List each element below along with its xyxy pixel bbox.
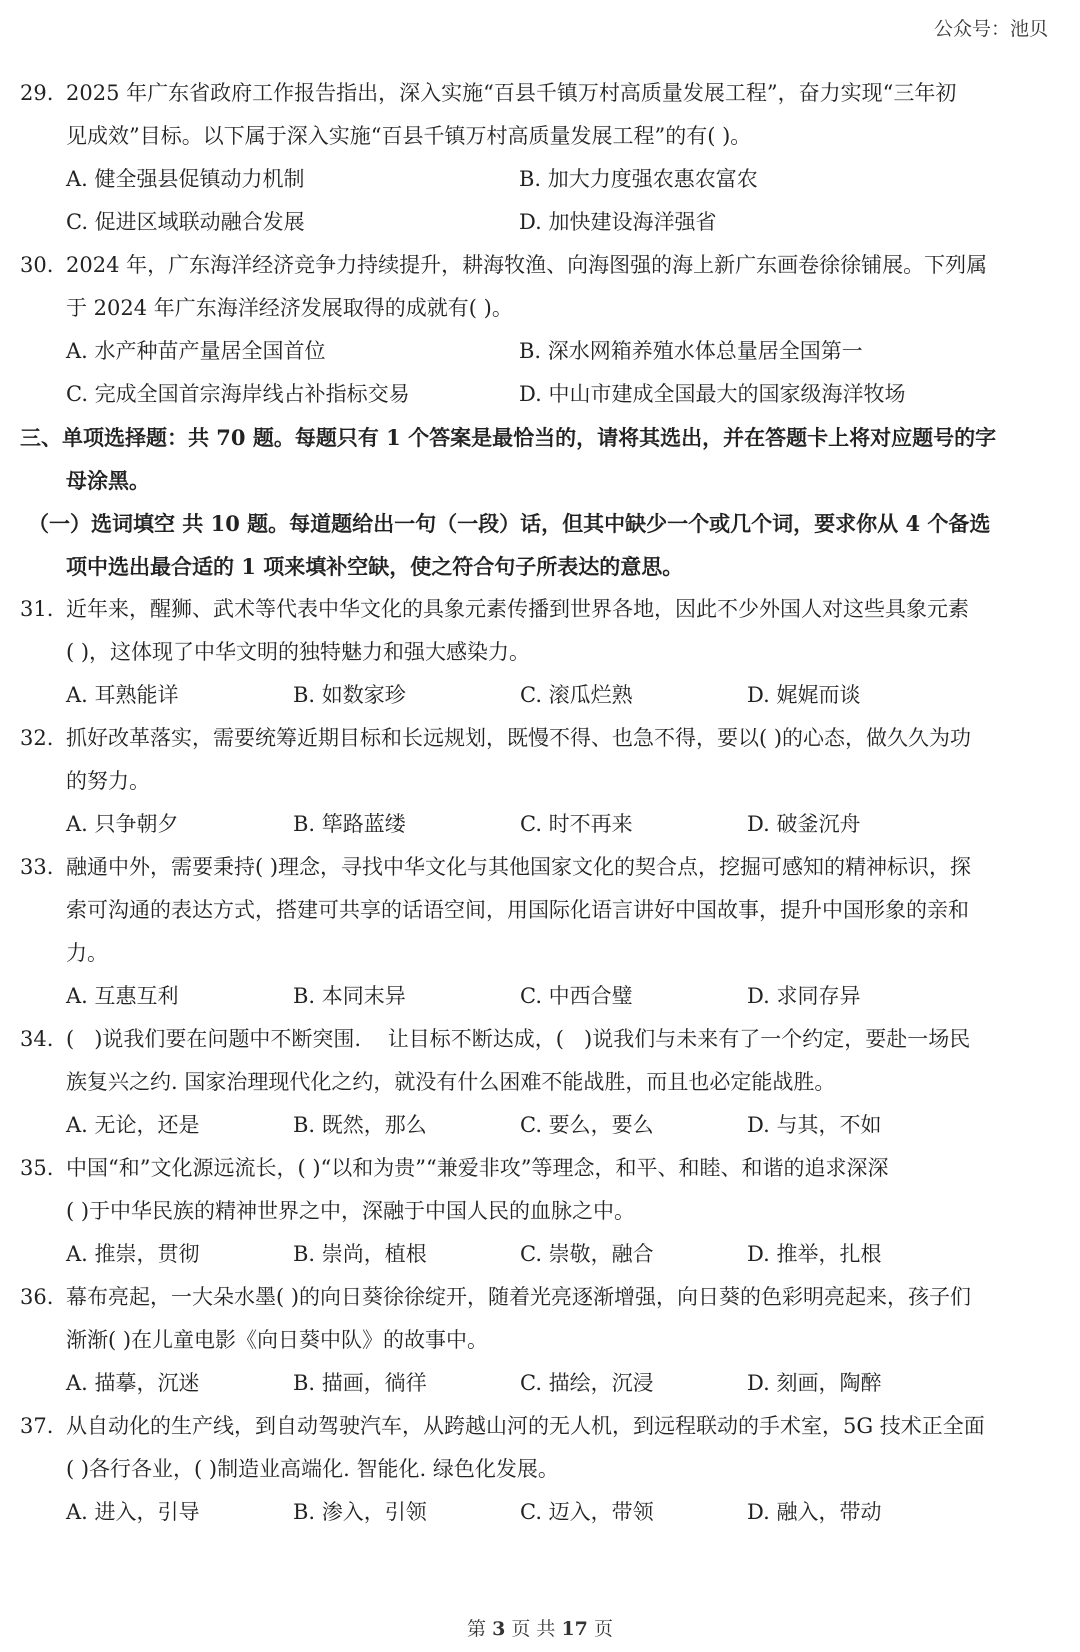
question-number: 32. (20, 726, 54, 750)
question-stem (20, 72, 1060, 115)
option-c: C. 崇敬，融合 (520, 1242, 654, 1266)
question-stem-cont (20, 760, 1060, 803)
stem-line: 见成效”目标。以下属于深入实施“百县千镇万村高质量发展工程”的有( )。 (66, 124, 752, 148)
option-d: D. 与其，不如 (747, 1113, 882, 1137)
option-list (20, 1233, 1060, 1276)
option-d: D. 刻画，陶醉 (747, 1371, 882, 1395)
stem-line: 力。 (66, 941, 108, 965)
option-list (20, 158, 1060, 244)
stem-line: 幕布亮起，一大朵水墨( )的向日葵徐徐绽开，随着光亮逐渐增强，向日葵的色彩明亮起来，孩子们 (66, 1285, 972, 1309)
question-number: 29. (20, 81, 54, 105)
option-c: C. 要么，要么 (520, 1113, 654, 1137)
question-stem-cont (20, 287, 1060, 330)
question-29 (20, 72, 1060, 244)
question-number: 33. (20, 855, 54, 879)
stem-line: 渐渐( )在儿童电影《向日葵中队》的故事中。 (66, 1328, 489, 1352)
question-stem (20, 1018, 1060, 1061)
stem-line: 索可沟通的表达方式，搭建可共享的话语空间，用国际化语言讲好中国故事，提升中国形象的亲和 (66, 898, 969, 922)
question-33 (20, 846, 1060, 1018)
question-number: 34. (20, 1027, 54, 1051)
section-heading (20, 416, 1060, 502)
page-header: 公众号：池贝 (933, 18, 1048, 40)
stem-line: ( )说我们要在问题中不断突围. 让目标不断达成，( )说我们与未来有了一个约定，要赴一场民 (66, 1027, 971, 1051)
option-d: D. 求同存异 (747, 984, 861, 1008)
question-stem (20, 1276, 1060, 1319)
question-number: 36. (20, 1285, 54, 1309)
stem-line: 族复兴之约. 国家治理现代化之约，就没有什么困难不能战胜，而且也必定能战胜。 (66, 1070, 836, 1094)
option-a: A. 耳熟能详 (66, 683, 179, 707)
stem-line: 抓好改革落实，需要统筹近期目标和长远规划，既慢不得、也急不得，要以( )的心态，做久久为功 (66, 726, 972, 750)
question-stem-cont (20, 1448, 1060, 1491)
page-footer (0, 1614, 1080, 1641)
stem-line: 2025 年广东省政府工作报告指出，深入实施“百县千镇万村高质量发展工程”，奋力实现“三年初 (66, 81, 957, 105)
question-stem-cont (20, 115, 1060, 158)
subsection-heading-line: 项中选出最合适的 1 项来填补空缺，使之符合句子所表达的意思。 (66, 554, 684, 579)
question-number: 35. (20, 1156, 54, 1180)
question-stem-cont (20, 1319, 1060, 1362)
section-heading-line: 母涂黑。 (66, 468, 150, 493)
option-a: A. 进入，引导 (66, 1500, 200, 1524)
question-number: 30. (20, 253, 54, 277)
option-list (20, 803, 1060, 846)
option-d: D. 推举，扎根 (747, 1242, 882, 1266)
option-c: C. 完成全国首宗海岸线占补指标交易 (66, 382, 410, 406)
stem-line: ( )于中华民族的精神世界之中，深融于中国人民的血脉之中。 (66, 1199, 636, 1223)
stem-line: ( )，这体现了中华文明的独特魅力和强大感染力。 (66, 640, 531, 664)
question-number: 31. (20, 597, 54, 621)
option-d: D. 融入，带动 (747, 1500, 882, 1524)
question-37 (20, 1405, 1060, 1534)
option-b: B. 崇尚，植根 (293, 1242, 427, 1266)
option-a: A. 互惠互利 (66, 984, 179, 1008)
footer-text: 第 (467, 1618, 493, 1640)
current-page-number: 3 (492, 1618, 506, 1640)
option-c: C. 滚瓜烂熟 (520, 683, 633, 707)
option-list (20, 975, 1060, 1018)
question-stem-cont (20, 932, 1060, 975)
stem-line: 从自动化的生产线，到自动驾驶汽车，从跨越山河的无人机，到远程联动的手术室，5G 技术正全面 (66, 1414, 985, 1438)
option-b: B. 如数家珍 (293, 683, 406, 707)
option-list (20, 1104, 1060, 1147)
option-b: B. 深水网箱养殖水体总量居全国第一 (519, 339, 863, 363)
option-a: A. 无论，还是 (66, 1113, 200, 1137)
option-b: B. 本同末异 (293, 984, 406, 1008)
option-d: D. 中山市建成全国最大的国家级海洋牧场 (519, 382, 906, 406)
option-a: A. 推崇，贯彻 (66, 1242, 200, 1266)
stem-line: 的努力。 (66, 769, 150, 793)
section-heading-line: 三、单项选择题：共 70 题。每题只有 1 个答案是最恰当的，请将其选出，并在答题卡上将对应题号的字 (20, 425, 997, 450)
stem-line: 2024 年，广东海洋经济竞争力持续提升，耕海牧渔、向海图强的海上新广东画卷徐徐铺展。下列属 (66, 253, 988, 277)
option-a: A. 描摹，沉迷 (66, 1371, 200, 1395)
question-stem-cont (20, 631, 1060, 674)
question-35 (20, 1147, 1060, 1276)
question-stem-cont (20, 1190, 1060, 1233)
option-c: C. 迈入，带领 (520, 1500, 654, 1524)
option-a: A. 只争朝夕 (66, 812, 179, 836)
option-c: C. 描绘，沉浸 (520, 1371, 654, 1395)
question-31 (20, 588, 1060, 717)
question-stem (20, 1405, 1060, 1448)
question-34 (20, 1018, 1060, 1147)
question-32 (20, 717, 1060, 846)
option-a: A. 健全强县促镇动力机制 (66, 167, 305, 191)
stem-line: 中国“和”文化源远流长，( )“以和为贵”“兼爱非攻”等理念，和平、和睦、和谐的追求深深 (66, 1156, 889, 1180)
option-list (20, 674, 1060, 717)
option-list (20, 1491, 1060, 1534)
stem-line: ( )各行各业，( )制造业高端化. 智能化. 绿色化发展。 (66, 1457, 559, 1481)
question-stem (20, 1147, 1060, 1190)
question-stem (20, 244, 1060, 287)
option-c: C. 时不再来 (520, 812, 633, 836)
question-stem (20, 846, 1060, 889)
subsection-heading-line: （一）选词填空 共 10 题。每道题给出一句（一段）话，但其中缺少一个或几个词，要求你从 4 个备选 (28, 511, 991, 536)
option-c: C. 中西合璧 (520, 984, 633, 1008)
question-stem (20, 588, 1060, 631)
option-list (20, 1362, 1060, 1405)
stem-line: 近年来，醒狮、武术等代表中华文化的具象元素传播到世界各地，因此不少外国人对这些具象元素 (66, 597, 969, 621)
question-36 (20, 1276, 1060, 1405)
option-d: D. 娓娓而谈 (747, 683, 861, 707)
stem-line: 融通中外，需要秉持( )理念，寻找中华文化与其他国家文化的契合点，挖掘可感知的精神标识，探 (66, 855, 972, 879)
option-b: B. 渗入，引领 (293, 1500, 427, 1524)
option-b: B. 描画，徜徉 (293, 1371, 427, 1395)
question-stem-cont (20, 889, 1060, 932)
footer-text: 页 (587, 1618, 613, 1640)
question-30 (20, 244, 1060, 416)
stem-line: 于 2024 年广东海洋经济发展取得的成就有( )。 (66, 296, 513, 320)
total-pages: 17 (561, 1618, 588, 1640)
option-d: D. 加快建设海洋强省 (519, 210, 717, 234)
option-a: A. 水产种苗产量居全国首位 (66, 339, 326, 363)
footer-text: 页 共 (505, 1618, 562, 1640)
option-b: B. 筚路蓝缕 (293, 812, 406, 836)
subsection-heading (20, 502, 1060, 588)
option-b: B. 加大力度强农惠农富农 (519, 167, 758, 191)
question-number: 37. (20, 1414, 54, 1438)
option-b: B. 既然，那么 (293, 1113, 427, 1137)
question-stem (20, 717, 1060, 760)
page-content (20, 72, 1060, 1534)
question-stem-cont (20, 1061, 1060, 1104)
option-c: C. 促进区域联动融合发展 (66, 210, 305, 234)
option-d: D. 破釜沉舟 (747, 812, 861, 836)
option-list (20, 330, 1060, 416)
